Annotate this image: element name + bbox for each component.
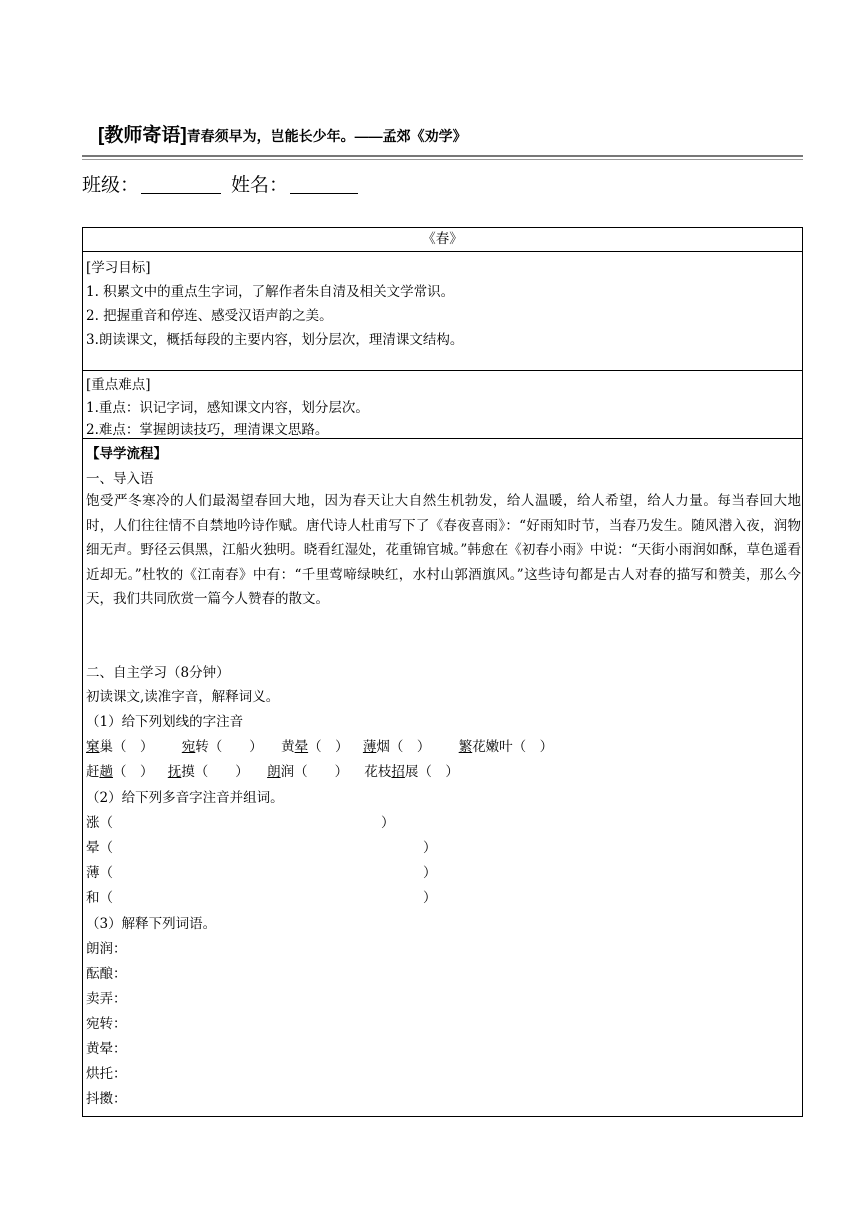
name-blank[interactable]	[290, 175, 358, 194]
q1-word: 薄烟（ ）	[362, 739, 431, 755]
q2-item: 和（ ）	[86, 890, 437, 906]
header-rule-thin	[82, 159, 803, 160]
class-label: 班级：	[82, 175, 140, 196]
goals-section	[83, 252, 802, 371]
lesson-table	[82, 227, 803, 1117]
goal-item: 2. 把握重音和停连、感受汉语声韵之美。	[86, 308, 333, 324]
motto-tag: [教师寄语]	[98, 125, 187, 146]
q3-item: 烘托：	[86, 1066, 127, 1082]
q1-row-2	[86, 760, 459, 780]
q3-item: 宛转：	[86, 1016, 127, 1032]
q1-word: 花枝招展（ ）	[364, 764, 459, 780]
q3-item: 朗润：	[86, 941, 127, 957]
goals-heading: [学习目标]	[86, 260, 151, 276]
guided-flow-section	[83, 439, 802, 1116]
q2-heading: （2）给下列多音字注音并组词。	[86, 790, 284, 806]
q1-row-1	[86, 735, 553, 755]
self-study-heading: 二、自主学习（8分钟）	[86, 665, 230, 681]
q1-word: 窠巢（ ）	[86, 739, 154, 755]
intro-paragraph: 饱受严冬寒冷的人们最渴望春回大地，因为春天让大自然生机勃发，给人温暖，给人希望，给人力量。每当春回大地时，人们往往情不自禁地吟诗作赋。唐代诗人杜甫写下了《春夜喜雨》：“好雨知时节，当春乃发生。随风潜入夜，润物细无声。野径云俱黑，江船火独明。晓看红湿处，花重锦官城。”韩愈在《初春小雨》中说：“天街小雨润如酥，草色遥看近却无。”杜牧的《江南春》中有：“千里莺啼绿映红，水村山郭酒旗风。”这些诗句都是古人对春的描写和赞美，那么今天，我们共同欣赏一篇今人赞春的散文。	[86, 493, 801, 607]
teacher-motto	[98, 120, 467, 147]
q1-word: 抚摸（ ）	[167, 764, 249, 780]
key-points-section	[83, 371, 802, 439]
q1-word: 繁花嫩叶（ ）	[458, 739, 554, 755]
q3-item: 抖擞：	[86, 1091, 127, 1107]
goal-item: 1. 积累文中的重点生字词，了解作者朱自清及相关文学常识。	[86, 284, 455, 300]
flow-heading: 【导学流程】	[86, 446, 167, 462]
q1-heading: （1）给下列划线的字注音	[86, 714, 244, 730]
key-point-item: 2.难点：掌握朗读技巧，理清课文思路。	[86, 422, 329, 438]
name-label: 姓名：	[231, 175, 289, 196]
key-points-heading: [重点难点]	[86, 377, 151, 393]
q2-item: 涨（ ）	[86, 815, 395, 831]
q1-word: 朗润（ ）	[267, 764, 349, 780]
self-study-intro: 初读课文,读准字音，解释词义。	[86, 689, 280, 705]
goal-item: 3.朗读课文，概括每段的主要内容，划分层次，理清课文结构。	[86, 332, 464, 348]
key-point-item: 1.重点：识记字词，感知课文内容，划分层次。	[86, 400, 369, 416]
q3-item: 卖弄：	[86, 991, 127, 1007]
q1-word: 宛转（ ）	[181, 739, 263, 755]
intro-heading: 一、导入语	[86, 471, 154, 487]
q3-item: 酝酿：	[86, 966, 127, 982]
student-info-line	[82, 170, 358, 197]
q3-heading: （3）解释下列词语。	[86, 916, 217, 932]
q1-word: 黄晕（ ）	[281, 739, 349, 755]
q2-item: 薄（ ）	[86, 865, 437, 881]
lesson-title: 《春》	[83, 228, 802, 252]
motto-text: 青春须早为，岂能长少年。——孟郊《劝学》	[186, 128, 467, 144]
q3-item: 黄晕：	[86, 1041, 127, 1057]
q2-item: 晕（ ）	[86, 840, 437, 856]
q1-word: 赶趟（ ）	[86, 764, 154, 780]
header-rule	[82, 155, 803, 157]
class-blank[interactable]	[141, 175, 221, 194]
